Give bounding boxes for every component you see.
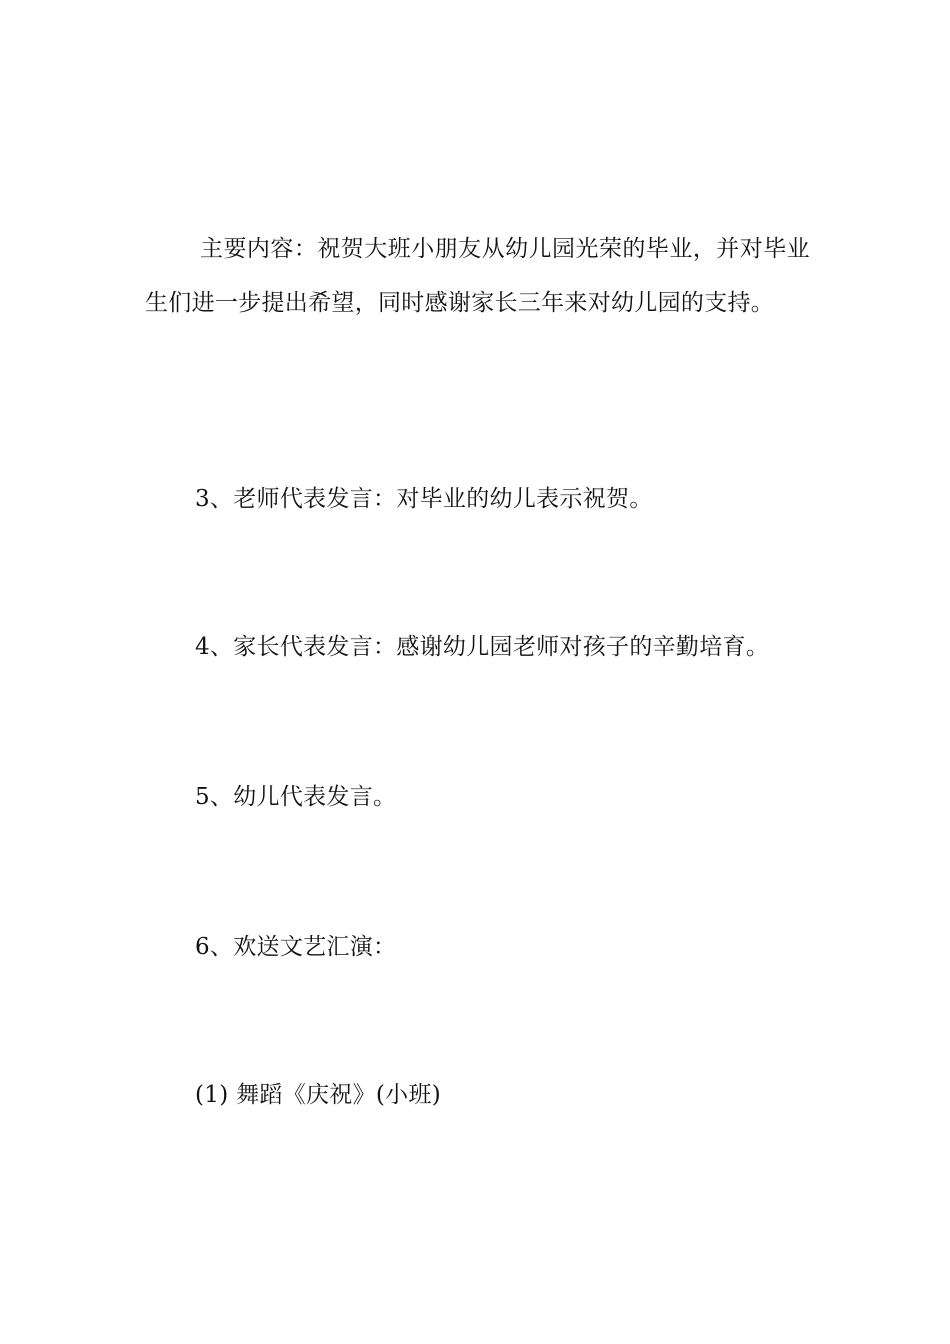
program-subitem-dance: (1) 舞蹈《庆祝》(小班) <box>195 1082 442 1108</box>
program-item-teacher-speech: 3、老师代表发言：对毕业的幼儿表示祝贺。 <box>195 486 653 512</box>
program-item-parent-speech: 4、家长代表发言：感谢幼儿园老师对孩子的辛勤培育。 <box>195 634 770 660</box>
intro-paragraph: 主要内容：祝贺大班小朋友从幼儿园光荣的毕业，并对毕业生们进一步提出希望，同时感谢家长三年来对幼儿园的支持。 <box>145 236 810 316</box>
program-item-performance: 6、欢送文艺汇演： <box>195 934 397 960</box>
program-item-child-speech: 5、幼儿代表发言。 <box>195 784 397 810</box>
